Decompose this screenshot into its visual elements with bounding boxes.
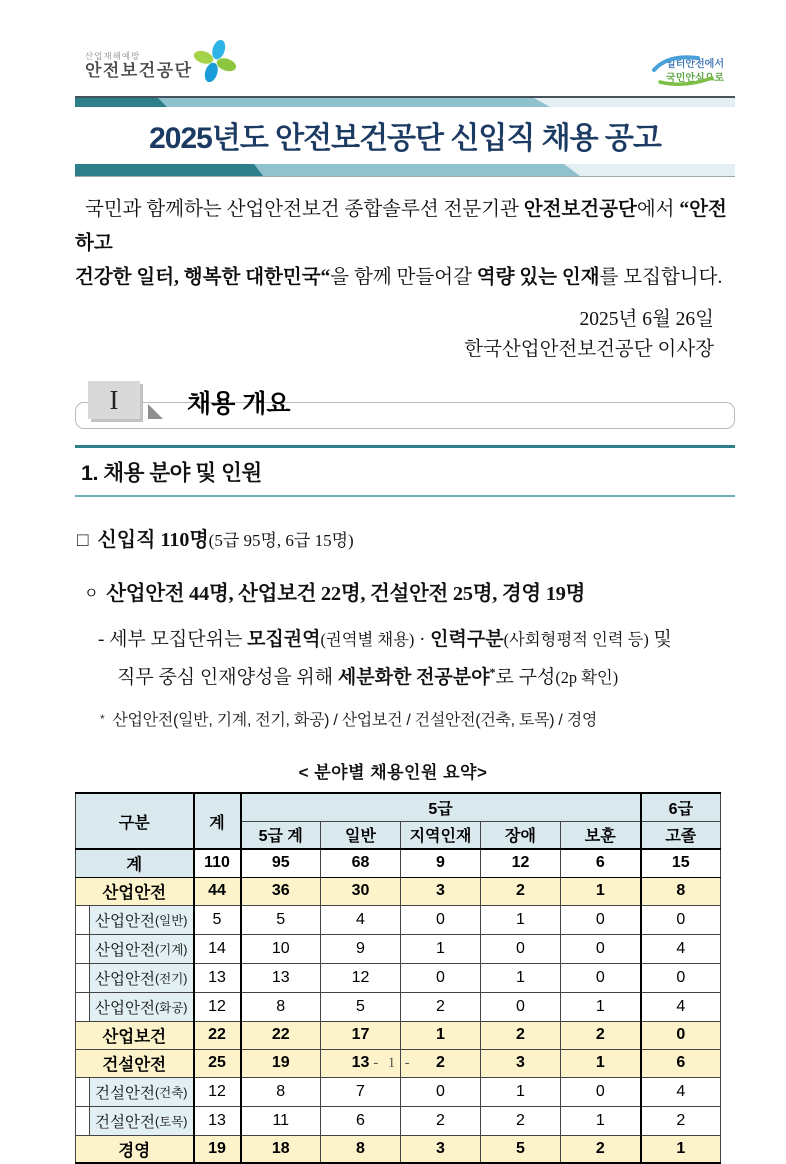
table-cell: 18 [241, 1135, 321, 1163]
table-row [76, 934, 721, 963]
table-cell: 15 [641, 849, 721, 877]
table-row [76, 849, 721, 877]
row-label: 산업안전 (일반) [76, 905, 194, 934]
table-cell: 12 [194, 992, 241, 1021]
announcement-date: 2025년 6월 26일 [579, 309, 714, 330]
table-cell: 19 [241, 1049, 321, 1077]
table-cell: 0 [561, 934, 641, 963]
kosha-logo [85, 50, 236, 82]
table-cell: 13 [241, 963, 321, 992]
table-cell: 8 [641, 877, 721, 905]
logo-name: 안전보건공단 [85, 60, 193, 80]
table-cell: 0 [561, 963, 641, 992]
table-cell: 2 [561, 1135, 641, 1163]
table-cell: 8 [241, 1077, 321, 1106]
table-cell: 12 [481, 849, 561, 877]
slogan-line1: 일터안전에서 [666, 59, 724, 70]
subsection-header [75, 445, 735, 497]
table-cell: 1 [481, 963, 561, 992]
table-cell: 30 [321, 877, 401, 905]
table-cell: 36 [241, 877, 321, 905]
table-cell: 22 [241, 1021, 321, 1049]
table-cell: 25 [194, 1049, 241, 1077]
masthead [0, 0, 786, 96]
table-cell: 4 [641, 1077, 721, 1106]
table-caption: < 분야별 채용인원 요약> [298, 763, 488, 782]
table-cell: 8 [241, 992, 321, 1021]
row-label: 계 [76, 849, 194, 877]
section-tab-outline [75, 402, 735, 429]
table-cell: 1 [481, 1077, 561, 1106]
banner-top-bar [75, 96, 735, 107]
table-row [76, 905, 721, 934]
table-cell: 68 [321, 849, 401, 877]
bullet-field-counts: ㅇ 산업안전 44명, 산업보건 22명, 건설안전 25명, 경영 19명 [84, 583, 586, 605]
swoosh-icon [650, 52, 720, 86]
banner-bottom-bar [75, 164, 735, 177]
title-banner [75, 96, 735, 177]
table-cell: 8 [321, 1135, 401, 1163]
table-cell: 19 [194, 1135, 241, 1163]
table-row [76, 1021, 721, 1049]
table-cell: 0 [641, 1021, 721, 1049]
table-cell: 5 [481, 1135, 561, 1163]
table-cell: 1 [641, 1135, 721, 1163]
table-cell: 2 [641, 1106, 721, 1135]
table-cell: 0 [641, 905, 721, 934]
header-grade5-sub: 장애 [481, 821, 561, 849]
table-row [76, 1106, 721, 1135]
row-label: 산업보건 [76, 1021, 194, 1049]
header-grade6: 6급 [641, 793, 721, 821]
table-wrap [75, 792, 735, 1164]
header-grade5-sub: 지역인재 [401, 821, 481, 849]
table-cell: 13 [194, 1106, 241, 1135]
table-cell: 5 [194, 905, 241, 934]
header-grade5-sub: 일반 [321, 821, 401, 849]
logo-tagline: 산업재해예방 [85, 50, 141, 61]
table-cell: 3 [401, 1135, 481, 1163]
table-cell: 12 [194, 1077, 241, 1106]
section-title: 채용 개요 [187, 390, 291, 418]
bullet-recruit-units: - 세부 모집단위는 모집권역(권역별 채용) · 인력구분(사회형평적 인력 등) 및 직무 중심 인재양성을 위해 세분화한 전공분야*로 구성(2p 확인) [98, 629, 672, 688]
table-cell: 0 [401, 1077, 481, 1106]
header-grade6-sub: 고졸 [641, 821, 721, 849]
footnote-majors: * 산업안전(일반, 기계, 전기, 화공) / 산업보건 / 건설안전(건축, 토목) / 경영 [100, 712, 598, 729]
row-label: 경영 [76, 1135, 194, 1163]
table-cell: 2 [481, 1106, 561, 1135]
table-cell: 7 [321, 1077, 401, 1106]
table-cell: 95 [241, 849, 321, 877]
table-cell: 44 [194, 877, 241, 905]
header-grade5-sub: 보훈 [561, 821, 641, 849]
bullet-new-hires: □ 신입직 110명(5급 95명, 6급 15명) [77, 529, 354, 551]
section-numeral-badge: I [88, 381, 140, 419]
table-cell: 13 [194, 963, 241, 992]
table-cell: 3 [401, 877, 481, 905]
table-row [76, 1135, 721, 1163]
row-label: 산업안전 (전기) [76, 963, 194, 992]
table-cell: 1 [561, 877, 641, 905]
slogan-mark [650, 58, 724, 85]
table-cell: 0 [401, 963, 481, 992]
subsection-title: 1. 채용 분야 및 인원 [81, 461, 262, 485]
date-block [0, 305, 714, 365]
table-cell: 1 [481, 905, 561, 934]
table-cell: 22 [194, 1021, 241, 1049]
table-cell: 3 [481, 1049, 561, 1077]
table-cell: 1 [561, 1106, 641, 1135]
table-cell: 2 [401, 992, 481, 1021]
table-cell: 10 [241, 934, 321, 963]
row-label: 건설안전 (건축) [76, 1077, 194, 1106]
row-label: 건설안전 [76, 1049, 194, 1077]
table-cell: 1 [401, 1021, 481, 1049]
table-row [76, 877, 721, 905]
row-label: 산업안전 [76, 877, 194, 905]
table-cell: 9 [321, 934, 401, 963]
table-cell: 4 [321, 905, 401, 934]
table-cell: 4 [641, 992, 721, 1021]
row-label: 산업안전 (기계) [76, 934, 194, 963]
intro-paragraph: 국민과 함께하는 산업안전보건 종합솔루션 전문기관 안전보건공단에서 “안전하고 건강한 일터, 행복한 대한민국“을 함께 만들어갈 역량 있는 인재를 모집합니다. [75, 199, 727, 288]
table-cell: 2 [481, 877, 561, 905]
table-row [76, 992, 721, 1021]
table-cell: 4 [641, 934, 721, 963]
table-cell: 1 [561, 992, 641, 1021]
table-body [76, 849, 721, 1163]
table-cell: 2 [561, 1021, 641, 1049]
slogan-line2: 국민안심으로 [666, 72, 724, 84]
table-head [76, 793, 721, 849]
table-cell: 12 [321, 963, 401, 992]
kosha-clover-icon [194, 40, 236, 82]
table-cell: 1 [401, 934, 481, 963]
row-label: 산업안전 (화공) [76, 992, 194, 1021]
table-cell: 110 [194, 849, 241, 877]
table-cell: 6 [321, 1106, 401, 1135]
table-cell: 0 [561, 1077, 641, 1106]
table-cell: 17 [321, 1021, 401, 1049]
table-cell: 5 [321, 992, 401, 1021]
kosha-logo-text [85, 51, 193, 82]
section-header [75, 381, 735, 431]
table-row [76, 1077, 721, 1106]
table-row [76, 963, 721, 992]
table-cell: 2 [481, 1021, 561, 1049]
table-cell: 6 [641, 1049, 721, 1077]
page-number: - 1 - [373, 1055, 413, 1071]
table-cell: 14 [194, 934, 241, 963]
table-cell: 5 [241, 905, 321, 934]
table-cell: 0 [401, 905, 481, 934]
table-cell: 6 [561, 849, 641, 877]
header-grade5: 5급 [241, 793, 641, 821]
signer: 한국산업안전보건공단 이사장 [464, 339, 714, 360]
table-cell: 0 [481, 992, 561, 1021]
header-grade5-sub: 5급 계 [241, 821, 321, 849]
page-title: 2025년도 안전보건공단 신입직 채용 공고 [149, 122, 661, 155]
table-cell: 11 [241, 1106, 321, 1135]
recruitment-table [75, 792, 721, 1164]
table-cell: 13 [321, 1049, 401, 1077]
table-cell: 1 [561, 1049, 641, 1077]
row-label: 건설안전 (토목) [76, 1106, 194, 1135]
table-cell: 9 [401, 849, 481, 877]
header-total: 계 [194, 793, 241, 849]
header-gubun: 구분 [76, 793, 194, 849]
table-cell: 2 [401, 1049, 481, 1077]
table-cell: 0 [481, 934, 561, 963]
table-cell: 0 [641, 963, 721, 992]
table-cell: 0 [561, 905, 641, 934]
table-cell: 2 [401, 1106, 481, 1135]
